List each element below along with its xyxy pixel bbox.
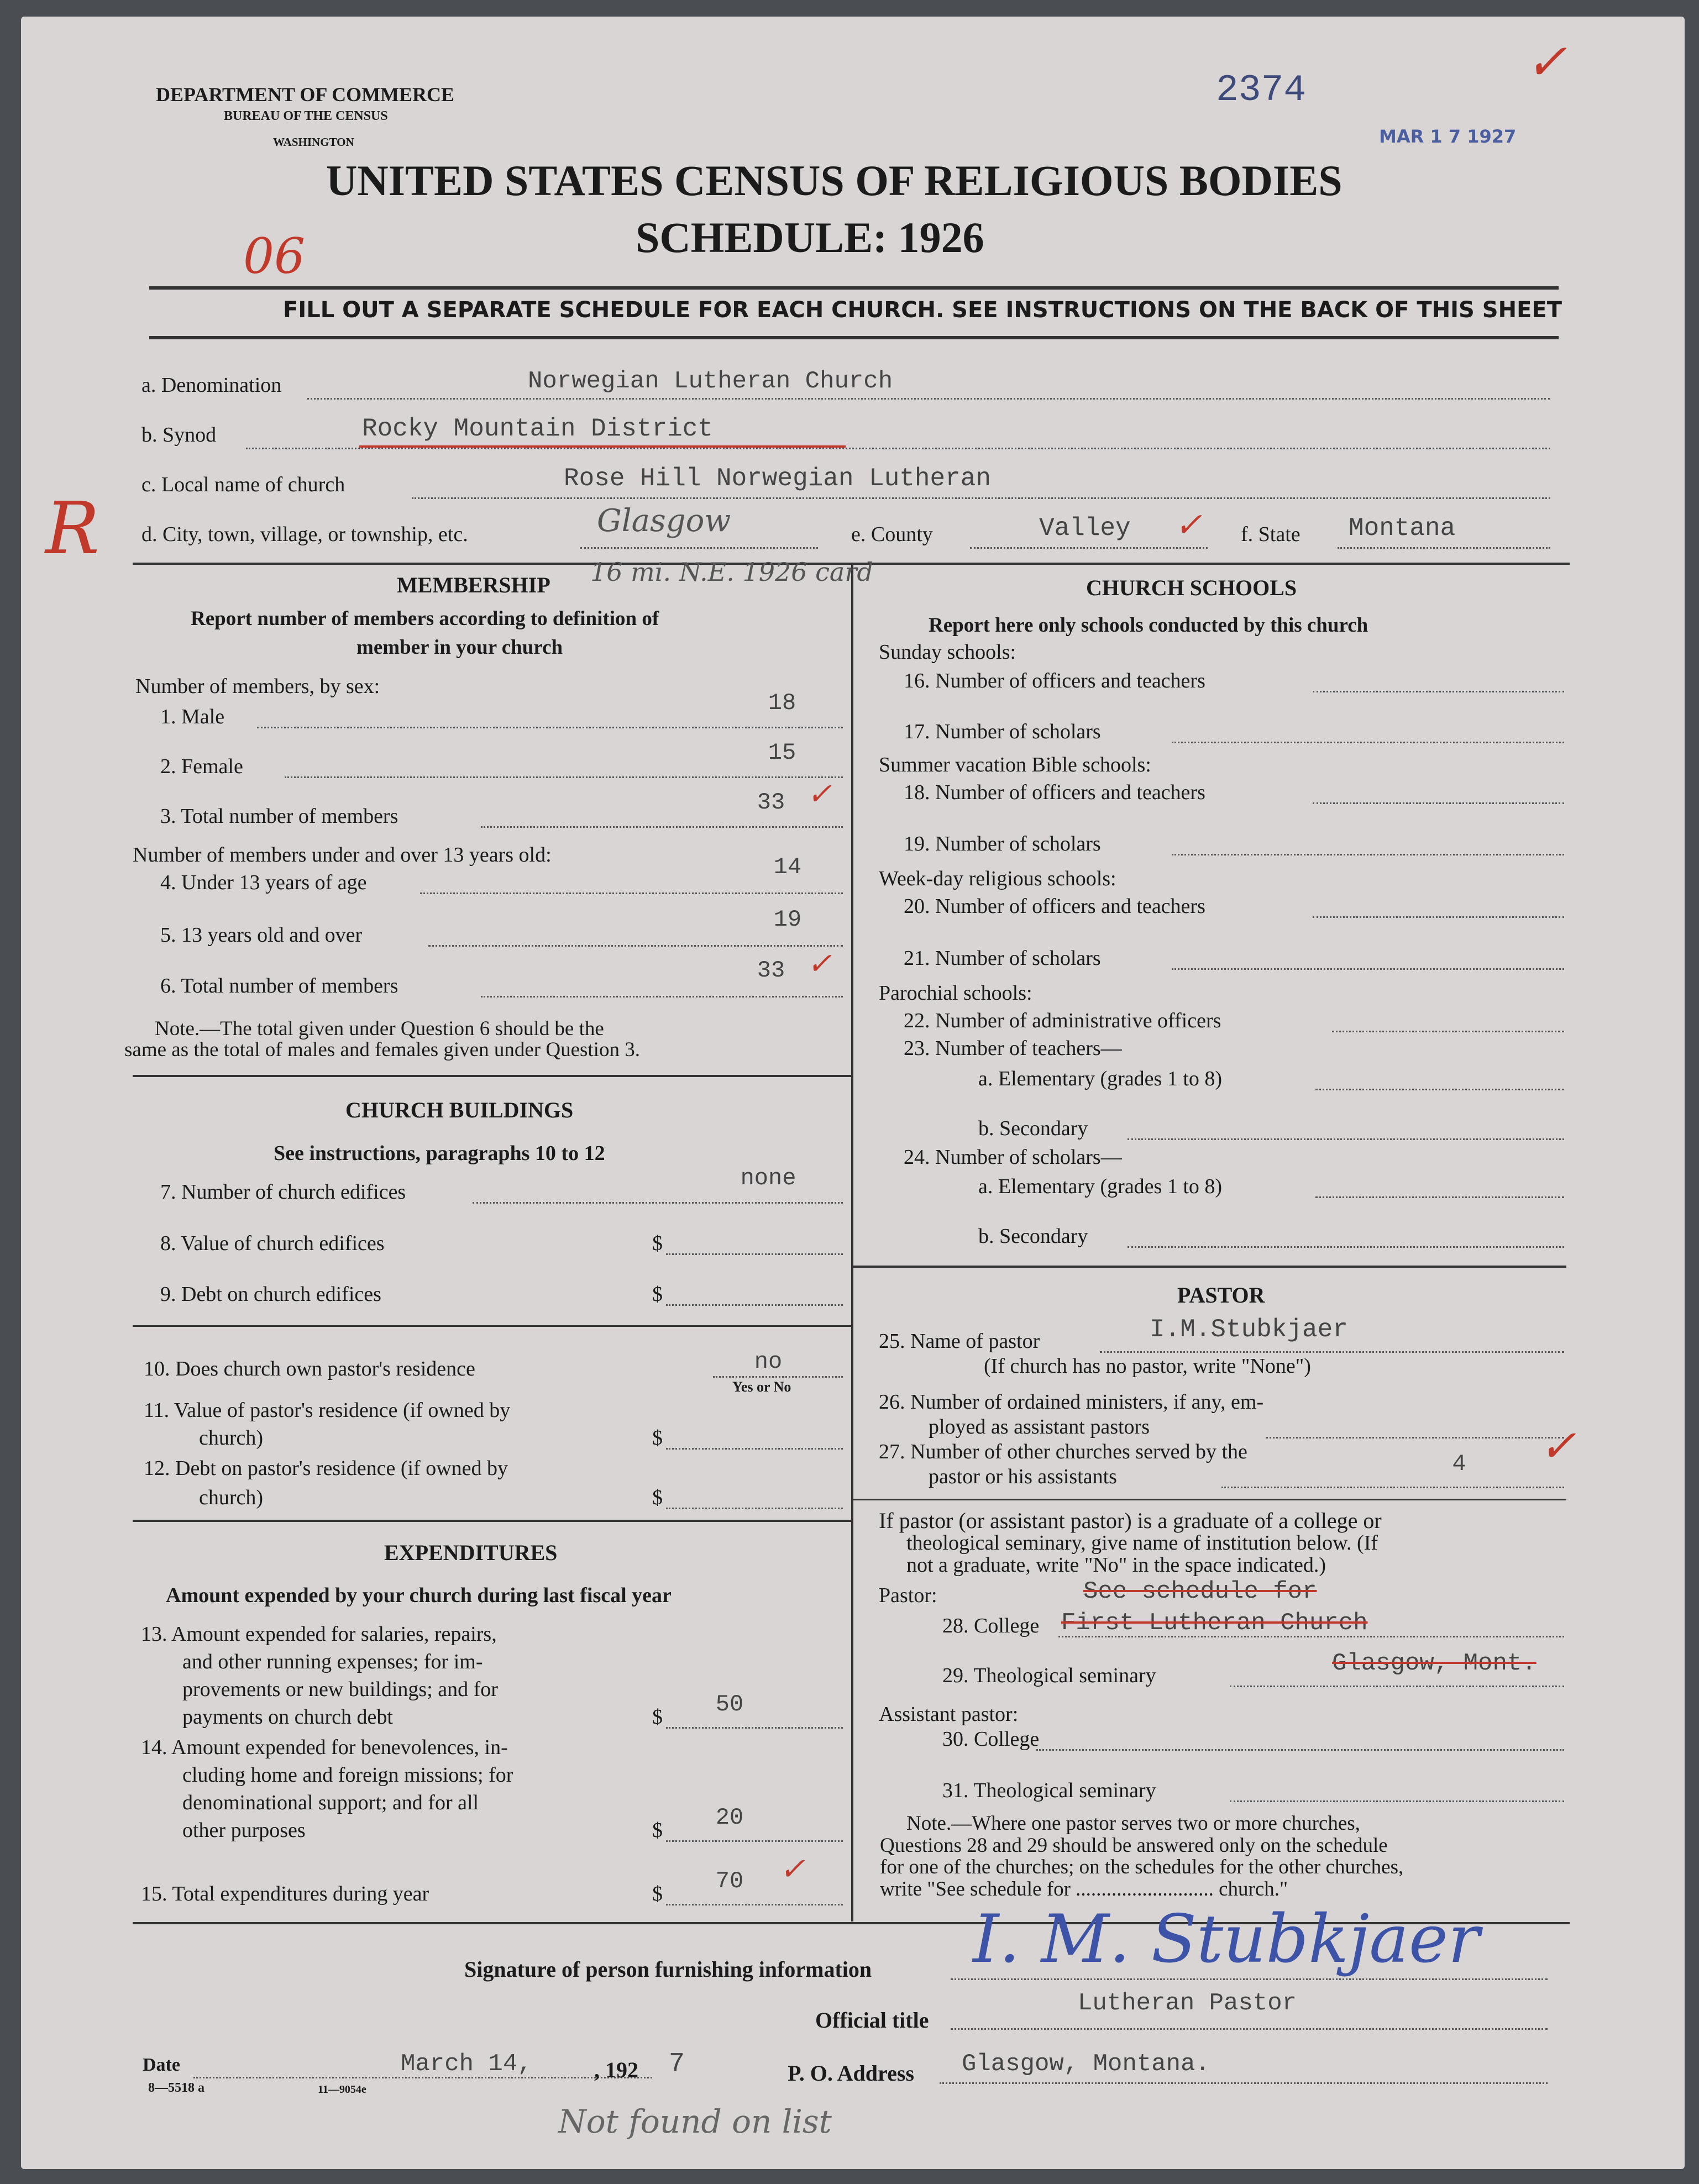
q28-label: 28. College (942, 1614, 1040, 1637)
city-location-note: 16 mi. N.E. 1926 card (590, 557, 873, 587)
q8-dollar: $ (652, 1232, 663, 1255)
schools-intro: Report here only schools conducted by this church (929, 614, 1368, 637)
po-address-line (940, 2082, 1548, 2084)
q20-label: 20. Number of officers and teachers (904, 895, 1205, 918)
q12-label-1: 12. Debt on pastor's residence (if owned by (144, 1457, 508, 1480)
expenditures-intro: Amount expended by your church during last fiscal year (166, 1584, 672, 1607)
q1-label: 1. Male (160, 705, 225, 728)
signature-label: Signature of person furnishing information (464, 1957, 872, 1982)
q16-line (1313, 691, 1564, 692)
summer-schools-label: Summer vacation Bible schools: (879, 753, 1151, 776)
q7-label: 7. Number of church edifices (160, 1180, 406, 1204)
synod-red-underline (359, 445, 846, 448)
q26-label-1: 26. Number of ordained ministers, if any, em- (879, 1390, 1264, 1414)
q3-check: ✓ (807, 776, 832, 811)
q11-dollar: $ (652, 1426, 663, 1450)
department-label: DEPARTMENT OF COMMERCE (156, 83, 455, 106)
q26-label-2: ployed as assistant pastors (929, 1415, 1150, 1439)
state-value[interactable]: Montana (1349, 514, 1456, 543)
pastor-title: PASTOR (1177, 1283, 1265, 1308)
q15-line (666, 1904, 843, 1905)
pastor-note-2: Questions 28 and 29 should be answered only on the schedule (880, 1834, 1388, 1857)
column-divider (851, 565, 853, 1922)
q3-line (481, 826, 843, 828)
form-schedule-year: SCHEDULE: 1926 (636, 213, 984, 261)
pastor-note-1: Note.—Where one pastor serves two or more churches, (906, 1812, 1360, 1835)
bottom-handwritten-note: Not found on list (558, 2103, 832, 2140)
schools-title: CHURCH SCHOOLS (1086, 575, 1297, 600)
yes-no-hint: Yes or No (732, 1379, 791, 1395)
membership-rule (133, 1075, 851, 1077)
document-number: 2374 (1216, 69, 1307, 112)
form-code: 8—5518 a (148, 2081, 204, 2095)
q4-label: 4. Under 13 years of age (160, 871, 367, 894)
county-check: ✓ (1174, 506, 1203, 544)
q6-value[interactable]: 33 (757, 957, 785, 984)
q6-line (481, 996, 843, 998)
q15-dollar: $ (652, 1882, 663, 1905)
header-rule-top (149, 286, 1559, 290)
q2-value[interactable]: 15 (768, 739, 796, 766)
q7-line (473, 1202, 843, 1204)
buildings-divider (133, 1325, 851, 1327)
q23a-line (1315, 1089, 1564, 1090)
q24-label: 24. Number of scholars— (904, 1146, 1122, 1169)
q8-line (666, 1253, 843, 1255)
expenditures-title: EXPENDITURES (384, 1540, 558, 1565)
pastor-typed-line-2: First Lutheran Church (1061, 1609, 1368, 1637)
synod-label: b. Synod (141, 423, 217, 447)
form-title: UNITED STATES CENSUS OF RELIGIOUS BODIES (326, 156, 1343, 204)
local-name-label: c. Local name of church (141, 473, 345, 496)
bureau-label: BUREAU OF THE CENSUS (224, 109, 388, 123)
denomination-label: a. Denomination (141, 374, 282, 397)
county-value[interactable]: Valley (1039, 514, 1131, 543)
q19-label: 19. Number of scholars (904, 832, 1101, 855)
q14-label-4: other purposes (182, 1819, 306, 1842)
q27-line (1221, 1487, 1564, 1488)
q27-check: ✓ (1539, 1420, 1577, 1472)
header-rule-bottom (149, 336, 1559, 339)
q27-value[interactable]: 4 (1452, 1451, 1466, 1477)
schools-rule (853, 1266, 1566, 1268)
city-field-label: d. City, town, village, or township, etc. (141, 523, 468, 546)
q19-line (1172, 854, 1564, 855)
q23b-label: b. Secondary (978, 1117, 1088, 1140)
q25-note: (If church has no pastor, write "None") (984, 1355, 1311, 1378)
q5-label: 5. 13 years old and over (160, 923, 363, 947)
sunday-schools-label: Sunday schools: (879, 641, 1016, 664)
membership-intro-2: member in your church (356, 636, 563, 659)
form-instruction: FILL OUT A SEPARATE SCHEDULE FOR EACH CHURCH. SEE INSTRUCTIONS ON THE BACK OF THIS SHEET (283, 297, 1562, 323)
pastor-typed-line-3: Glasgow, Mont. (1332, 1650, 1537, 1677)
graduate-intro-2: theological seminary, give name of institution below. (If (906, 1531, 1378, 1555)
q10-label: 10. Does church own pastor's residence (144, 1357, 475, 1380)
q18-label: 18. Number of officers and teachers (904, 781, 1205, 804)
q1-line (257, 727, 843, 728)
denomination-value[interactable]: Norwegian Lutheran Church (528, 368, 893, 395)
graduate-intro-1: If pastor (or assistant pastor) is a graduate of a college or (879, 1508, 1382, 1533)
pastor-typed-line-1: See schedule for (1083, 1578, 1317, 1605)
r-mark: R (45, 486, 99, 570)
q24b-line (1128, 1246, 1564, 1248)
q6-check: ✓ (807, 946, 832, 981)
members-by-sex-label: Number of members, by sex: (135, 675, 380, 698)
q1-value[interactable]: 18 (768, 690, 796, 716)
pastor-note-3: for one of the churches; on the schedules for the other churches, (880, 1856, 1404, 1878)
q15-label: 15. Total expenditures during year (141, 1882, 429, 1905)
date-label: Date (143, 2055, 180, 2075)
q26-line (1266, 1437, 1564, 1439)
q16-label: 16. Number of officers and teachers (904, 669, 1205, 692)
q11-line (666, 1448, 843, 1450)
q3-value[interactable]: 33 (757, 789, 785, 816)
q20-line (1313, 916, 1564, 918)
parochial-schools-label: Parochial schools: (879, 981, 1032, 1005)
q11-label-1: 11. Value of pastor's residence (if owned by (144, 1399, 511, 1422)
q2-label: 2. Female (160, 755, 243, 778)
date-year-digit[interactable]: 7 (669, 2049, 685, 2079)
state-line (1338, 547, 1550, 549)
denomination-line (307, 398, 1550, 400)
membership-title: MEMBERSHIP (397, 573, 550, 597)
q18-line (1313, 802, 1564, 804)
q30-line (1036, 1749, 1564, 1751)
q12-label-2: church) (199, 1486, 264, 1509)
q25-label: 25. Name of pastor (879, 1330, 1040, 1353)
q9-label: 9. Debt on church edifices (160, 1283, 381, 1306)
synod-line (246, 448, 1550, 449)
county-line (970, 547, 1208, 549)
q15-value[interactable]: 70 (715, 1868, 744, 1894)
q24a-line (1315, 1196, 1564, 1198)
q22-label: 22. Number of administrative officers (904, 1009, 1221, 1032)
pastor-rule (853, 1499, 1566, 1500)
local-name-value[interactable]: Rose Hill Norwegian Lutheran (564, 464, 991, 493)
q21-label: 21. Number of scholars (904, 947, 1101, 970)
city-label: WASHINGTON (273, 135, 354, 149)
graduate-intro-3: not a graduate, write "No" in the space indicated.) (906, 1553, 1326, 1577)
q24b-label: b. Secondary (978, 1225, 1088, 1248)
date-year-prefix: , 192 (594, 2057, 638, 2082)
q14-dollar: $ (652, 1819, 663, 1842)
weekday-schools-label: Week-day religious schools: (879, 867, 1116, 890)
q13-label-4: payments on church debt (182, 1705, 393, 1729)
official-title-label: Official title (815, 2008, 929, 2033)
official-title-value[interactable]: Lutheran Pastor (1078, 1989, 1297, 2017)
q11-label-2: church) (199, 1426, 264, 1450)
q23-label: 23. Number of teachers— (904, 1037, 1122, 1060)
q24a-label: a. Elementary (grades 1 to 8) (978, 1175, 1223, 1198)
q13-label-2: and other running expenses; for im- (182, 1650, 483, 1673)
q13-value[interactable]: 50 (715, 1691, 744, 1718)
buildings-title: CHURCH BUILDINGS (345, 1098, 574, 1122)
signature-line (951, 1978, 1548, 1980)
q5-value[interactable]: 19 (773, 906, 802, 933)
q4-value[interactable]: 14 (773, 854, 802, 880)
q13-line (666, 1727, 843, 1729)
q10-value[interactable]: no (754, 1348, 783, 1375)
po-address-label: P. O. Address (788, 2061, 914, 2086)
official-title-line (951, 2028, 1548, 2030)
q23b-line (1128, 1138, 1564, 1140)
buildings-intro: See instructions, paragraphs 10 to 12 (274, 1142, 605, 1165)
membership-intro-1: Report number of members according to definition of (191, 607, 659, 630)
q17-label: 17. Number of scholars (904, 720, 1101, 743)
q21-line (1172, 968, 1564, 970)
q8-label: 8. Value of church edifices (160, 1232, 385, 1255)
membership-note-2: same as the total of males and females given under Question 3. (124, 1038, 640, 1061)
q13-dollar: $ (652, 1705, 663, 1729)
q22-line (1332, 1031, 1564, 1032)
check-mark-top: ✓ (1525, 33, 1567, 91)
city-field-value[interactable]: Glasgow (597, 503, 731, 539)
signature-value[interactable]: I. M. Stubkjaer (973, 1901, 1480, 1978)
print-code: 11—9054e (318, 2083, 366, 2096)
q14-value[interactable]: 20 (715, 1804, 744, 1831)
q7-value[interactable]: none (740, 1165, 796, 1191)
q10-line (713, 1376, 843, 1378)
q12-dollar: $ (652, 1486, 663, 1509)
q12-line (666, 1508, 843, 1509)
pastor-subheader: Pastor: (879, 1584, 937, 1607)
county-label: e. County (851, 523, 933, 546)
q5-line (428, 945, 843, 947)
q13-label-3: provements or new buildings; and for (182, 1678, 498, 1701)
q14-label-2: cluding home and foreign missions; for (182, 1763, 513, 1787)
q3-label: 3. Total number of members (160, 805, 398, 828)
q29-line (1230, 1686, 1564, 1687)
local-name-line (412, 497, 1550, 499)
q14-line (666, 1840, 843, 1842)
assistant-pastor-subheader: Assistant pastor: (879, 1703, 1019, 1726)
buildings-rule (133, 1520, 851, 1522)
handwritten-code: 06 (243, 228, 305, 285)
members-by-age-label: Number of members under and over 13 years old: (133, 843, 552, 867)
date-value[interactable]: March 14, (401, 2050, 532, 2078)
q23a-label: a. Elementary (grades 1 to 8) (978, 1067, 1223, 1090)
q15-check: ✓ (779, 1851, 805, 1887)
state-label: f. State (1241, 523, 1301, 546)
q27-label-2: pastor or his assistants (929, 1465, 1117, 1488)
q9-dollar: $ (652, 1283, 663, 1306)
q4-line (420, 893, 843, 894)
q2-line (285, 776, 843, 778)
q13-label-1: 13. Amount expended for salaries, repairs, (141, 1623, 497, 1646)
q25-line (1100, 1351, 1564, 1353)
q17-line (1172, 742, 1564, 743)
po-address-value[interactable]: Glasgow, Montana. (962, 2050, 1210, 2078)
q14-label-1: 14. Amount expended for benevolences, in- (141, 1736, 508, 1759)
membership-note-1: Note.—The total given under Question 6 should be the (155, 1017, 604, 1040)
q29-label: 29. Theological seminary (942, 1664, 1156, 1687)
q31-line (1230, 1800, 1564, 1802)
q31-label: 31. Theological seminary (942, 1779, 1156, 1802)
q6-label: 6. Total number of members (160, 974, 398, 998)
q25-value[interactable]: I.M.Stubkjaer (1150, 1315, 1348, 1344)
synod-value[interactable]: Rocky Mountain District (362, 414, 713, 443)
q27-label-1: 27. Number of other churches served by the (879, 1440, 1247, 1463)
q30-label: 30. College (942, 1728, 1040, 1751)
pastor-note-4: write "See schedule for ........................... church." (880, 1878, 1288, 1901)
city-field-line (580, 547, 818, 549)
q14-label-3: denominational support; and for all (182, 1791, 479, 1814)
q9-line (666, 1304, 843, 1306)
received-date-stamp: MAR 1 7 1927 (1379, 126, 1517, 147)
